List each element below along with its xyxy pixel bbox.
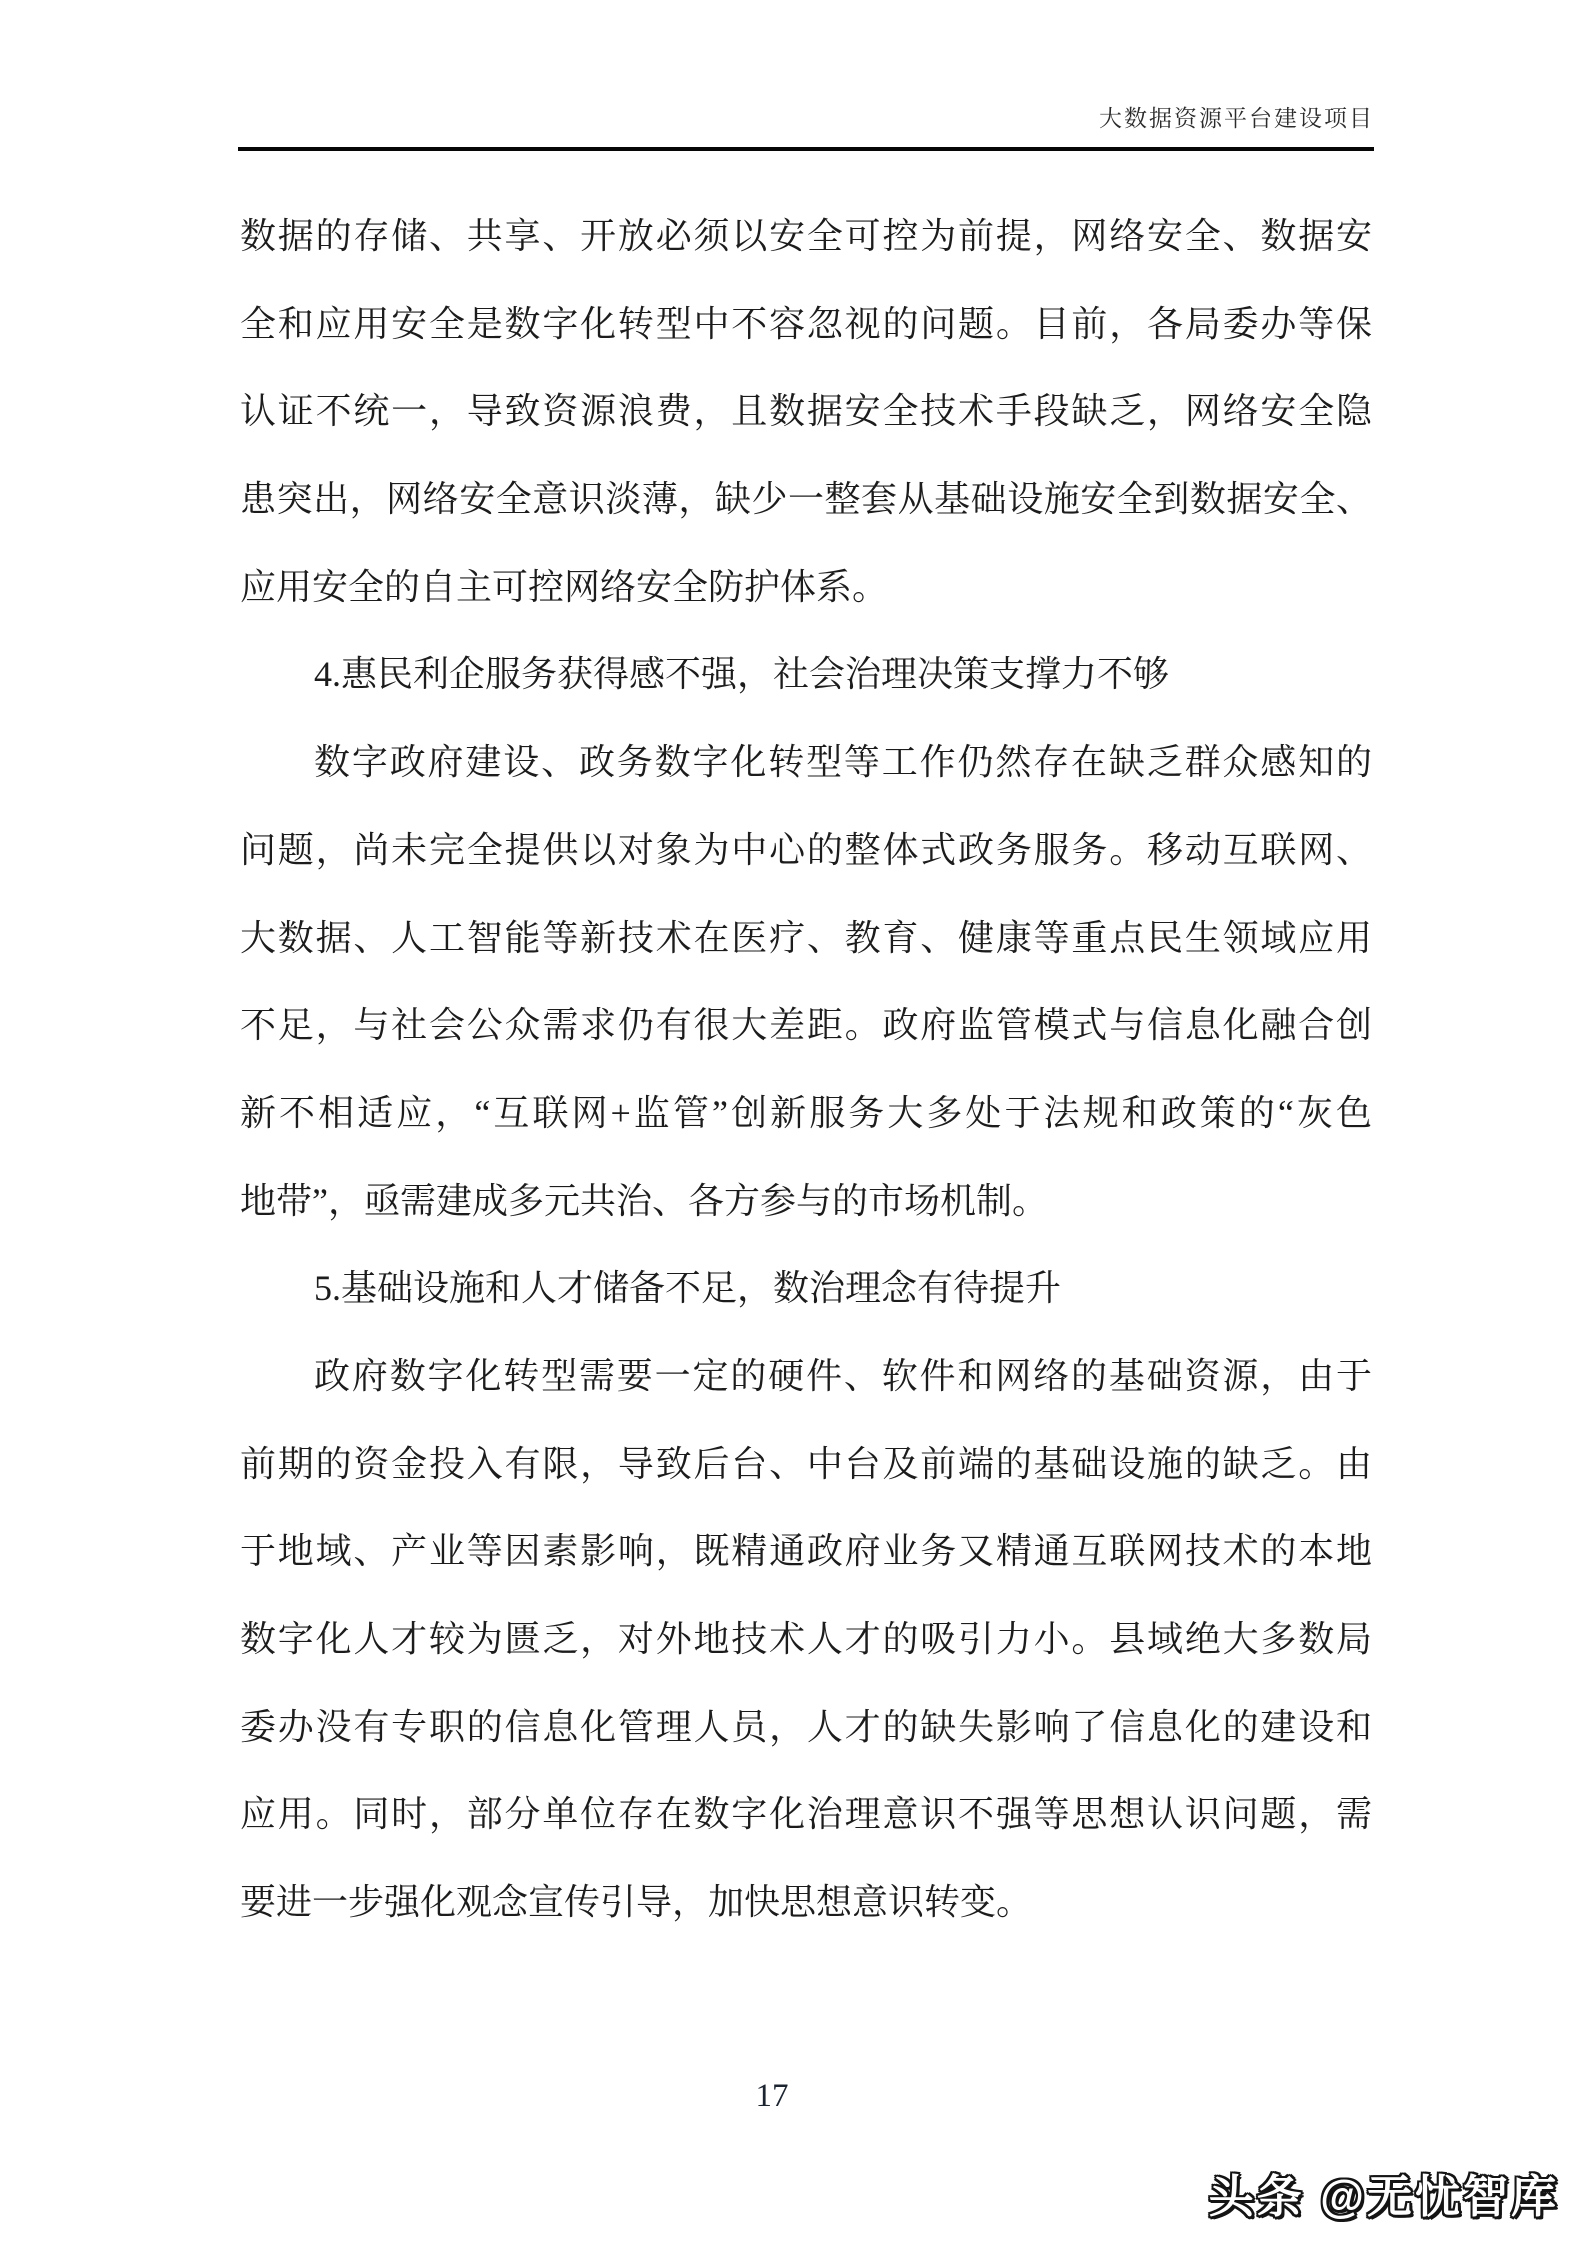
running-header-title: 大数据资源平台建设项目 xyxy=(1099,106,1374,131)
text-line: 认证不统一，导致资源浪费，且数据安全技术手段缺乏，网络安全隐 xyxy=(240,391,1372,432)
text-line: 地带”，亟需建成多元共治、各方参与的市场机制。 xyxy=(240,1180,1048,1221)
section-heading-4: 4.惠民利企服务获得感不强，社会治理决策支撑力不够 xyxy=(314,654,1170,695)
section-heading-5: 5.基础设施和人才储备不足，数治理念有待提升 xyxy=(314,1268,1062,1309)
watermark-toutiao: 头条 @无忧智库 xyxy=(1208,2171,1559,2222)
text-line: 大数据、人工智能等新技术在医疗、教育、健康等重点民生领域应用 xyxy=(240,917,1372,958)
text-line: 要进一步强化观念宣传引导，加快思想意识转变。 xyxy=(240,1882,1033,1923)
document-body xyxy=(240,193,1372,1947)
text-line: 患突出，网络安全意识淡薄，缺少一整套从基础设施安全到数据安全、 xyxy=(240,479,1372,520)
text-line: 不足，与社会公众需求仍有很大差距。政府监管模式与信息化融合创 xyxy=(240,1005,1372,1046)
text-line: 数字政府建设、政务数字化转型等工作仍然存在缺乏群众感知的 xyxy=(314,742,1372,783)
text-line: 问题，尚未完全提供以对象为中心的整体式政务服务。移动互联网、 xyxy=(240,829,1372,870)
text-line: 于地域、产业等因素影响，既精通政府业务又精通互联网技术的本地 xyxy=(240,1531,1372,1572)
text-line: 前期的资金投入有限，导致后台、中台及前端的基础设施的缺乏。由 xyxy=(240,1443,1372,1484)
text-line: 委办没有专职的信息化管理人员，人才的缺失影响了信息化的建设和 xyxy=(240,1706,1372,1747)
text-line: 新不相适应，“互联网+监管”创新服务大多处于法规和政策的“灰色 xyxy=(240,1092,1372,1133)
text-line: 全和应用安全是数字化转型中不容忽视的问题。目前，各局委办等保 xyxy=(240,303,1372,344)
text-line: 应用安全的自主可控网络安全防护体系。 xyxy=(240,566,889,607)
text-line: 数据的存储、共享、开放必须以安全可控为前提，网络安全、数据安 xyxy=(240,216,1372,256)
header-rule xyxy=(238,147,1374,151)
text-line: 数字化人才较为匮乏，对外地技术人才的吸引力小。县域绝大多数局 xyxy=(240,1619,1372,1659)
page-number: 17 xyxy=(755,2078,789,2114)
text-line: 政府数字化转型需要一定的硬件、软件和网络的基础资源，由于 xyxy=(314,1355,1372,1396)
text-line: 应用。同时，部分单位存在数字化治理意识不强等思想认识问题，需 xyxy=(240,1794,1372,1835)
